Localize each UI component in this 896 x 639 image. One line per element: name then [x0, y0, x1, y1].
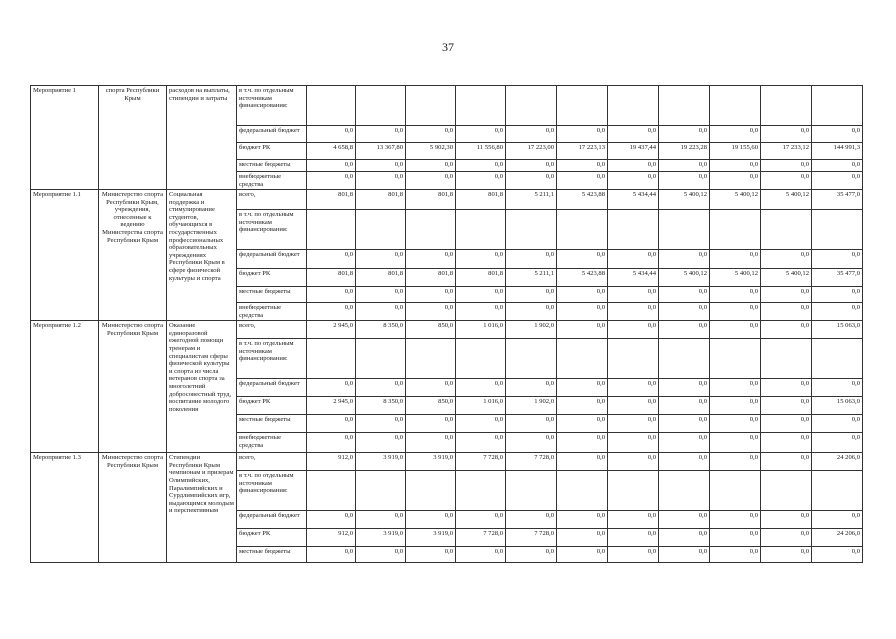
funding-source-label: бюджет РК	[237, 269, 307, 287]
funding-value-cell: 0,0	[608, 453, 659, 471]
funding-source-label: местные бюджеты	[237, 160, 307, 172]
funding-value-cell: 0,0	[812, 287, 863, 303]
funding-source-label: местные бюджеты	[237, 415, 307, 433]
funding-value-cell: 0,0	[557, 250, 608, 269]
funding-value-cell	[406, 210, 456, 250]
funding-value-cell	[557, 210, 608, 250]
funding-value-cell: 0,0	[456, 415, 506, 433]
funding-value-cell: 0,0	[356, 547, 406, 563]
funding-value-cell: 8 350,0	[356, 397, 406, 415]
funding-value-cell: 0,0	[406, 511, 456, 529]
funding-value-cell: 0,0	[557, 453, 608, 471]
funding-value-cell: 850,0	[406, 321, 456, 339]
funding-table	[30, 85, 863, 563]
executor-name: спорта Республики Крым	[99, 86, 167, 190]
funding-value-cell: 0,0	[356, 511, 406, 529]
funding-value-cell: 0,0	[557, 287, 608, 303]
funding-value-cell	[812, 210, 863, 250]
funding-value-cell: 0,0	[659, 160, 710, 172]
funding-value-cell: 0,0	[608, 303, 659, 321]
funding-value-cell: 0,0	[307, 303, 356, 321]
table-row	[31, 453, 863, 471]
funding-value-cell: 0,0	[406, 303, 456, 321]
funding-value-cell: 0,0	[557, 321, 608, 339]
funding-value-cell: 5 400,12	[659, 269, 710, 287]
funding-value-cell: 2 945,0	[307, 397, 356, 415]
funding-value-cell: 0,0	[506, 379, 557, 397]
funding-value-cell: 0,0	[659, 529, 710, 547]
funding-value-cell	[761, 339, 812, 379]
funding-value-cell: 0,0	[659, 172, 710, 190]
funding-value-cell: 0,0	[710, 287, 761, 303]
funding-value-cell: 0,0	[761, 397, 812, 415]
funding-value-cell: 3 919,0	[356, 453, 406, 471]
funding-value-cell: 0,0	[506, 511, 557, 529]
funding-value-cell: 0,0	[356, 379, 406, 397]
funding-value-cell: 0,0	[659, 126, 710, 143]
funding-value-cell: 0,0	[710, 379, 761, 397]
funding-value-cell: 5 400,12	[659, 190, 710, 210]
funding-value-cell: 0,0	[710, 397, 761, 415]
funding-value-cell: 144 991,3	[812, 143, 863, 160]
funding-value-cell	[659, 210, 710, 250]
funding-value-cell: 0,0	[307, 547, 356, 563]
funding-value-cell: 0,0	[812, 250, 863, 269]
funding-value-cell	[506, 210, 557, 250]
funding-value-cell: 0,0	[456, 126, 506, 143]
funding-value-cell: 5 434,44	[608, 269, 659, 287]
funding-value-cell: 13 367,80	[356, 143, 406, 160]
funding-value-cell: 5 211,1	[506, 269, 557, 287]
funding-value-cell: 17 223,13	[557, 143, 608, 160]
funding-value-cell: 0,0	[761, 172, 812, 190]
funding-value-cell: 0,0	[506, 303, 557, 321]
funding-value-cell: 5 434,44	[608, 190, 659, 210]
page-number: 37	[442, 40, 454, 54]
funding-value-cell	[710, 86, 761, 126]
funding-value-cell	[608, 471, 659, 511]
funding-value-cell: 1 016,0	[456, 397, 506, 415]
funding-value-cell: 0,0	[456, 433, 506, 453]
funding-value-cell: 0,0	[761, 160, 812, 172]
table-row	[31, 190, 863, 210]
funding-value-cell: 801,8	[356, 190, 406, 210]
funding-value-cell: 0,0	[307, 160, 356, 172]
executor-name: Министерство спорта Республики Крым, учреждения, отнесенные к ведению Министерства спорта Республики Крым	[99, 190, 167, 321]
event-description: Социальная поддержка и стимулирование студентов, обучающихся в государственных профессиональных образовательных учреждениях Республики Крым в сфере физической культуры и спорта	[167, 190, 237, 321]
funding-value-cell: 0,0	[659, 547, 710, 563]
funding-value-cell: 0,0	[761, 126, 812, 143]
funding-value-cell: 0,0	[608, 433, 659, 453]
event-name: Мероприятие 1.1	[31, 190, 99, 321]
funding-value-cell: 0,0	[406, 160, 456, 172]
funding-value-cell: 0,0	[608, 321, 659, 339]
funding-value-cell: 801,8	[406, 269, 456, 287]
funding-value-cell: 15 063,0	[812, 321, 863, 339]
funding-value-cell: 35 477,0	[812, 190, 863, 210]
funding-value-cell: 19 437,44	[608, 143, 659, 160]
funding-value-cell: 2 945,0	[307, 321, 356, 339]
funding-value-cell: 19 155,60	[710, 143, 761, 160]
event-name: Мероприятие 1.2	[31, 321, 99, 453]
funding-value-cell: 801,8	[307, 190, 356, 210]
funding-value-cell: 0,0	[761, 321, 812, 339]
funding-value-cell	[761, 86, 812, 126]
table-row	[31, 321, 863, 339]
funding-value-cell	[761, 471, 812, 511]
executor-name: Министерство спорта Республики Крым	[99, 321, 167, 453]
funding-value-cell: 0,0	[659, 379, 710, 397]
funding-value-cell: 15 063,0	[812, 397, 863, 415]
funding-value-cell: 0,0	[356, 303, 406, 321]
funding-value-cell	[557, 86, 608, 126]
funding-value-cell: 0,0	[557, 397, 608, 415]
funding-value-cell: 0,0	[356, 433, 406, 453]
funding-source-label: федеральный бюджет	[237, 511, 307, 529]
funding-value-cell: 0,0	[307, 433, 356, 453]
funding-value-cell: 0,0	[506, 172, 557, 190]
funding-value-cell: 0,0	[710, 547, 761, 563]
funding-value-cell: 0,0	[557, 126, 608, 143]
funding-value-cell	[307, 339, 356, 379]
funding-source-label: внебюджетные средства	[237, 172, 307, 190]
funding-source-label: местные бюджеты	[237, 287, 307, 303]
funding-value-cell: 5 423,88	[557, 190, 608, 210]
funding-value-cell: 0,0	[659, 453, 710, 471]
funding-value-cell: 0,0	[557, 160, 608, 172]
funding-source-label: в т.ч. по отдельным источникам финансирования:	[237, 339, 307, 379]
funding-value-cell: 0,0	[307, 250, 356, 269]
funding-value-cell: 0,0	[456, 303, 506, 321]
funding-source-label: бюджет РК	[237, 529, 307, 547]
funding-value-cell: 0,0	[710, 415, 761, 433]
funding-value-cell: 0,0	[557, 511, 608, 529]
funding-value-cell: 3 919,0	[356, 529, 406, 547]
funding-value-cell: 0,0	[710, 250, 761, 269]
funding-value-cell: 801,8	[456, 190, 506, 210]
funding-value-cell: 0,0	[608, 250, 659, 269]
funding-value-cell: 0,0	[356, 172, 406, 190]
funding-value-cell: 801,8	[406, 190, 456, 210]
funding-value-cell: 0,0	[557, 529, 608, 547]
funding-value-cell: 0,0	[608, 126, 659, 143]
funding-value-cell: 5 400,12	[710, 269, 761, 287]
funding-value-cell: 24 206,0	[812, 453, 863, 471]
funding-value-cell: 0,0	[406, 379, 456, 397]
funding-source-label: федеральный бюджет	[237, 250, 307, 269]
funding-value-cell: 7 728,0	[506, 529, 557, 547]
funding-value-cell: 0,0	[761, 529, 812, 547]
funding-value-cell: 0,0	[659, 397, 710, 415]
funding-value-cell: 0,0	[406, 172, 456, 190]
funding-value-cell: 0,0	[557, 433, 608, 453]
funding-value-cell: 0,0	[710, 511, 761, 529]
funding-value-cell: 0,0	[456, 287, 506, 303]
funding-source-label: федеральный бюджет	[237, 126, 307, 143]
funding-value-cell: 0,0	[456, 172, 506, 190]
funding-value-cell: 1 902,0	[506, 397, 557, 415]
funding-value-cell: 0,0	[608, 287, 659, 303]
funding-value-cell: 0,0	[608, 547, 659, 563]
funding-source-label: всего,	[237, 453, 307, 471]
funding-value-cell: 0,0	[659, 287, 710, 303]
funding-value-cell	[710, 471, 761, 511]
funding-value-cell: 0,0	[456, 379, 506, 397]
funding-value-cell: 3 919,0	[406, 529, 456, 547]
funding-value-cell	[456, 471, 506, 511]
funding-value-cell: 0,0	[456, 160, 506, 172]
funding-value-cell: 912,0	[307, 453, 356, 471]
funding-value-cell: 0,0	[406, 547, 456, 563]
funding-value-cell: 912,0	[307, 529, 356, 547]
funding-value-cell: 0,0	[761, 547, 812, 563]
funding-value-cell: 0,0	[557, 547, 608, 563]
funding-value-cell	[356, 210, 406, 250]
funding-value-cell: 0,0	[608, 415, 659, 433]
funding-value-cell: 0,0	[710, 126, 761, 143]
funding-value-cell: 7 728,0	[456, 453, 506, 471]
funding-value-cell: 0,0	[406, 287, 456, 303]
funding-value-cell: 19 223,28	[659, 143, 710, 160]
funding-value-cell: 35 477,0	[812, 269, 863, 287]
funding-value-cell: 0,0	[761, 453, 812, 471]
funding-value-cell: 5 400,12	[761, 190, 812, 210]
funding-value-cell	[506, 86, 557, 126]
funding-value-cell	[557, 471, 608, 511]
funding-value-cell: 0,0	[608, 529, 659, 547]
funding-value-cell	[659, 471, 710, 511]
funding-source-label: в т.ч. по отдельным источникам финансирования:	[237, 210, 307, 250]
funding-value-cell: 17 223,00	[506, 143, 557, 160]
funding-value-cell: 3 919,0	[406, 453, 456, 471]
funding-value-cell: 0,0	[456, 511, 506, 529]
funding-value-cell: 0,0	[608, 397, 659, 415]
funding-value-cell: 0,0	[761, 379, 812, 397]
funding-value-cell	[812, 471, 863, 511]
funding-value-cell: 0,0	[710, 529, 761, 547]
funding-value-cell	[812, 86, 863, 126]
funding-value-cell: 0,0	[761, 303, 812, 321]
funding-value-cell: 0,0	[710, 433, 761, 453]
funding-source-label: в т.ч. по отдельным источникам финансирования:	[237, 86, 307, 126]
funding-value-cell	[456, 210, 506, 250]
funding-value-cell: 0,0	[356, 160, 406, 172]
funding-value-cell: 0,0	[659, 433, 710, 453]
event-description: расходов на выплаты, стипендии и затраты	[167, 86, 237, 190]
funding-value-cell: 0,0	[307, 172, 356, 190]
funding-source-label: федеральный бюджет	[237, 379, 307, 397]
funding-value-cell	[659, 339, 710, 379]
funding-value-cell	[659, 86, 710, 126]
funding-value-cell: 0,0	[659, 321, 710, 339]
event-name: Мероприятие 1.3	[31, 453, 99, 563]
funding-value-cell: 0,0	[812, 415, 863, 433]
funding-value-cell	[307, 210, 356, 250]
funding-value-cell	[557, 339, 608, 379]
funding-value-cell: 0,0	[710, 172, 761, 190]
funding-value-cell: 0,0	[710, 160, 761, 172]
funding-value-cell: 0,0	[307, 287, 356, 303]
funding-source-label: в т.ч. по отдельным источникам финансирования:	[237, 471, 307, 511]
funding-value-cell: 0,0	[307, 415, 356, 433]
funding-value-cell: 0,0	[506, 160, 557, 172]
funding-value-cell: 0,0	[761, 250, 812, 269]
funding-value-cell	[608, 339, 659, 379]
funding-value-cell: 0,0	[506, 433, 557, 453]
funding-source-label: всего,	[237, 190, 307, 210]
funding-value-cell: 0,0	[506, 250, 557, 269]
event-description: Оказание единоразовой ежегодной помощи тренерам и специалистам сферы физической культуры и спорта из числа ветеранов спорта за многолетний добросовестный труд, воспитание молодого поколения	[167, 321, 237, 453]
funding-value-cell: 7 728,0	[506, 453, 557, 471]
funding-source-label: внебюджетные средства	[237, 303, 307, 321]
funding-value-cell: 0,0	[608, 379, 659, 397]
funding-value-cell: 0,0	[506, 415, 557, 433]
funding-value-cell: 0,0	[406, 433, 456, 453]
funding-value-cell: 0,0	[557, 379, 608, 397]
funding-value-cell: 5 400,12	[761, 269, 812, 287]
funding-value-cell: 0,0	[659, 303, 710, 321]
funding-value-cell: 0,0	[761, 287, 812, 303]
funding-source-label: внебюджетные средства	[237, 433, 307, 453]
funding-source-label: бюджет РК	[237, 397, 307, 415]
funding-value-cell	[406, 471, 456, 511]
funding-value-cell: 0,0	[812, 126, 863, 143]
funding-value-cell: 0,0	[812, 160, 863, 172]
funding-source-label: бюджет РК	[237, 143, 307, 160]
funding-value-cell: 0,0	[406, 250, 456, 269]
funding-value-cell: 0,0	[659, 250, 710, 269]
funding-value-cell: 0,0	[812, 379, 863, 397]
funding-value-cell	[608, 210, 659, 250]
funding-value-cell: 801,8	[356, 269, 406, 287]
funding-value-cell: 5 902,30	[406, 143, 456, 160]
funding-value-cell	[356, 86, 406, 126]
funding-value-cell: 801,8	[456, 269, 506, 287]
funding-value-cell: 5 400,12	[710, 190, 761, 210]
funding-value-cell: 0,0	[761, 433, 812, 453]
funding-value-cell	[608, 86, 659, 126]
funding-value-cell	[307, 86, 356, 126]
funding-value-cell: 7 728,0	[456, 529, 506, 547]
funding-value-cell: 0,0	[557, 415, 608, 433]
funding-value-cell	[456, 86, 506, 126]
funding-value-cell: 0,0	[506, 126, 557, 143]
funding-value-cell: 5 423,88	[557, 269, 608, 287]
funding-source-label: местные бюджеты	[237, 547, 307, 563]
funding-value-cell	[506, 339, 557, 379]
funding-value-cell: 0,0	[608, 172, 659, 190]
funding-value-cell: 0,0	[356, 250, 406, 269]
funding-value-cell: 1 902,0	[506, 321, 557, 339]
table-row	[31, 86, 863, 126]
funding-value-cell: 11 556,80	[456, 143, 506, 160]
funding-value-cell	[761, 210, 812, 250]
funding-value-cell: 24 206,0	[812, 529, 863, 547]
funding-value-cell: 0,0	[710, 303, 761, 321]
funding-value-cell: 850,0	[406, 397, 456, 415]
funding-value-cell: 0,0	[307, 126, 356, 143]
funding-value-cell: 0,0	[812, 547, 863, 563]
funding-value-cell: 0,0	[710, 321, 761, 339]
event-description: Стипендии Республики Крым чемпионам и призерам Олимпийских, Паралимпийских и Сурдлимпийских игр, выдающимся молодым и перспективным	[167, 453, 237, 563]
funding-value-cell: 0,0	[812, 303, 863, 321]
funding-value-cell: 5 211,1	[506, 190, 557, 210]
funding-value-cell: 0,0	[356, 287, 406, 303]
funding-value-cell: 0,0	[307, 511, 356, 529]
executor-name: Министерство спорта Республики Крым	[99, 453, 167, 563]
funding-value-cell: 0,0	[506, 287, 557, 303]
funding-value-cell	[356, 339, 406, 379]
funding-value-cell: 0,0	[506, 547, 557, 563]
funding-value-cell: 8 350,0	[356, 321, 406, 339]
funding-value-cell	[506, 471, 557, 511]
funding-value-cell: 0,0	[812, 511, 863, 529]
funding-value-cell: 0,0	[761, 415, 812, 433]
funding-value-cell: 0,0	[710, 453, 761, 471]
funding-value-cell	[307, 471, 356, 511]
funding-value-cell	[710, 339, 761, 379]
funding-value-cell: 0,0	[557, 172, 608, 190]
funding-value-cell: 0,0	[812, 172, 863, 190]
funding-value-cell: 0,0	[406, 126, 456, 143]
funding-value-cell	[812, 339, 863, 379]
funding-value-cell: 0,0	[608, 511, 659, 529]
funding-value-cell	[710, 210, 761, 250]
funding-value-cell: 801,8	[307, 269, 356, 287]
funding-source-label: всего,	[237, 321, 307, 339]
funding-value-cell: 0,0	[406, 415, 456, 433]
funding-value-cell	[406, 339, 456, 379]
funding-value-cell	[406, 86, 456, 126]
funding-value-cell: 0,0	[812, 433, 863, 453]
funding-value-cell: 17 233,12	[761, 143, 812, 160]
funding-value-cell: 0,0	[608, 160, 659, 172]
funding-value-cell: 0,0	[761, 511, 812, 529]
funding-value-cell: 0,0	[659, 511, 710, 529]
funding-value-cell: 0,0	[356, 126, 406, 143]
funding-value-cell: 0,0	[356, 415, 406, 433]
funding-value-cell: 0,0	[456, 547, 506, 563]
table-body	[31, 86, 863, 563]
funding-value-cell: 0,0	[307, 379, 356, 397]
funding-value-cell: 4 658,8	[307, 143, 356, 160]
funding-value-cell	[356, 471, 406, 511]
funding-value-cell	[456, 339, 506, 379]
funding-value-cell: 0,0	[557, 303, 608, 321]
event-name: Мероприятие 1	[31, 86, 99, 190]
funding-value-cell: 1 016,0	[456, 321, 506, 339]
funding-value-cell: 0,0	[456, 250, 506, 269]
funding-value-cell: 0,0	[659, 415, 710, 433]
